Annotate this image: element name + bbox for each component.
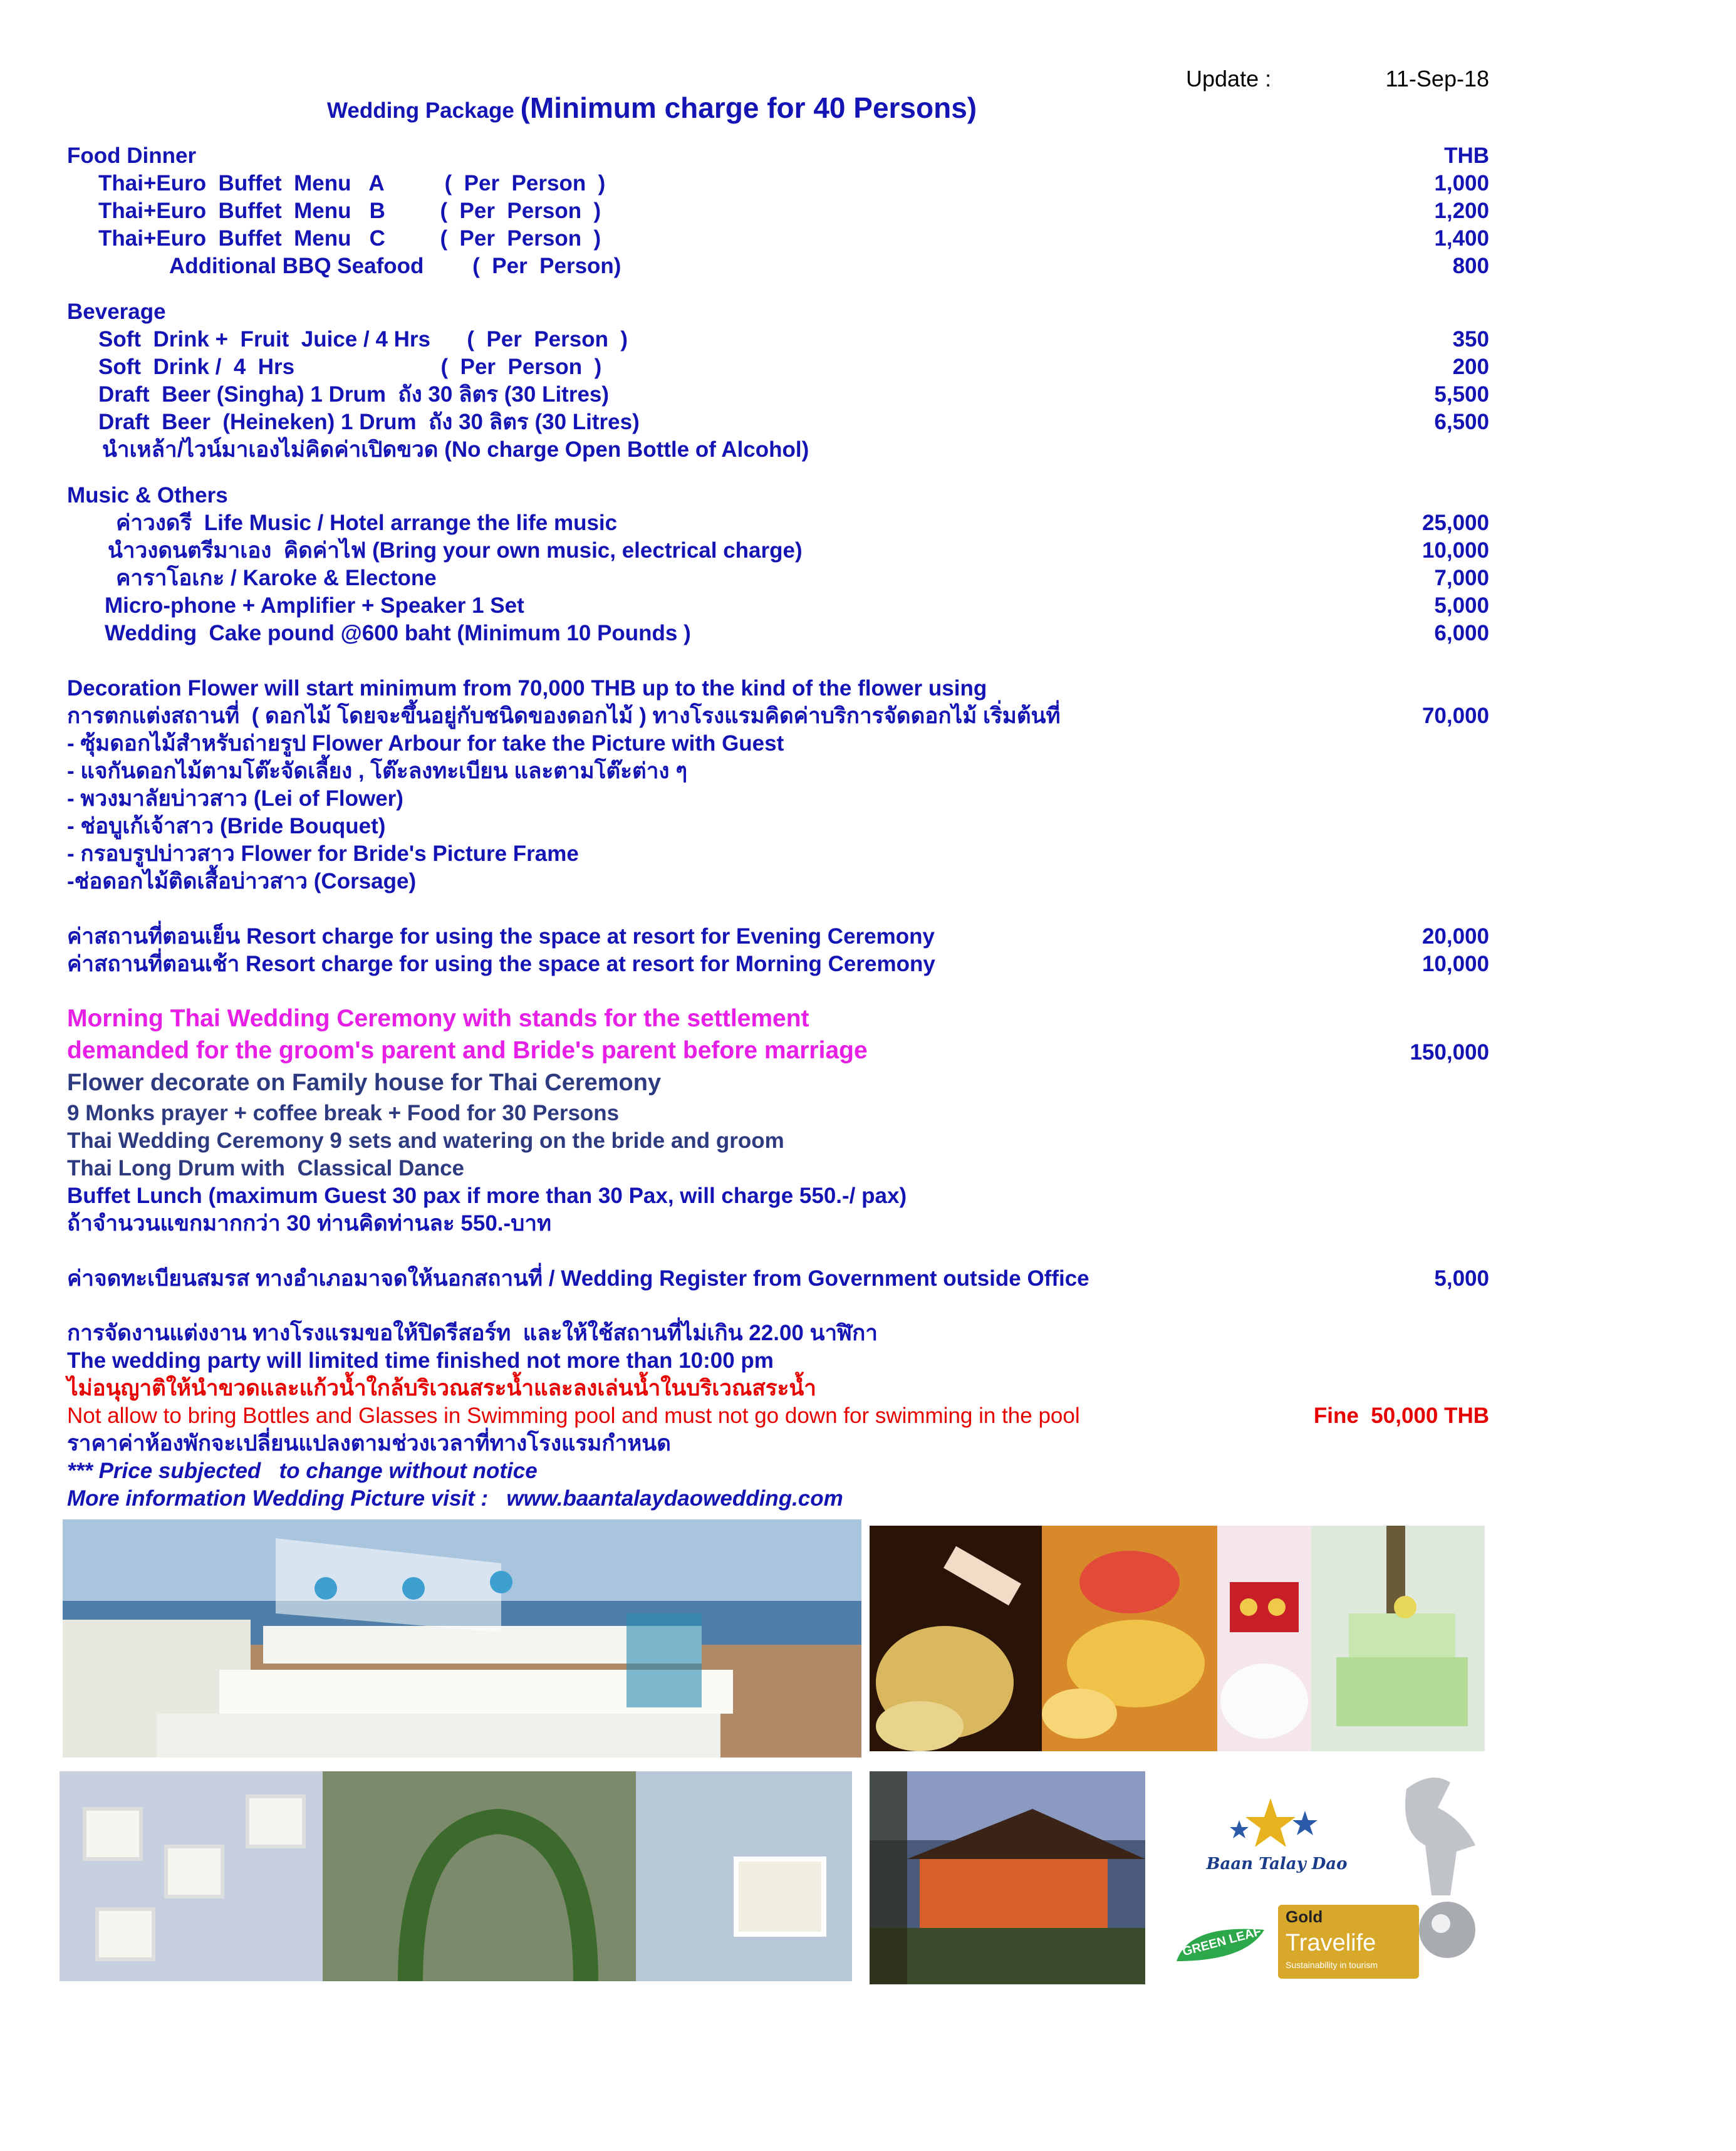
green-leaf-logo	[1170, 1917, 1271, 1967]
ceremony-detail: Thai Long Drum with Classical Dance	[67, 1156, 465, 1180]
music-item-label: คาราโอเกะ / Karoke & Electone	[116, 566, 437, 590]
beverage-item-price: 5,500	[1434, 382, 1489, 407]
beverage-item-label: Draft Beer (Singha) 1 Drum ถัง 30 ลิตร (30 Litres)	[98, 382, 610, 407]
decoration-item: - ช่อบูเก้เจ้าสาว (Bride Bouquet)	[67, 814, 386, 838]
register-label: ค่าจดทะเบียนสมรส ทางอำเภอมาจดให้นอกสถานที่ / Wedding Register from Government outside Office	[67, 1266, 1089, 1291]
food-item-label: Thai+Euro Buffet Menu C ( Per Person )	[98, 226, 601, 251]
ceremony-title-line1: Morning Thai Wedding Ceremony with stands for the settlement	[67, 1005, 809, 1032]
music-item-price: 7,000	[1434, 566, 1489, 590]
food-item-label: Additional BBQ Seafood ( Per Person)	[169, 254, 621, 278]
update-label: Update :	[1186, 66, 1272, 91]
ceremony-detail: Thai Wedding Ceremony 9 sets and watering on the bride and groom	[67, 1128, 784, 1153]
music-item-label: Wedding Cake pound @600 baht (Minimum 10 Pounds )	[105, 621, 691, 645]
ceremony-detail: 9 Monks prayer + coffee break + Food for 30 Persons	[67, 1101, 620, 1125]
more-info-link[interactable]: More information Wedding Picture visit : www.baantalaydaowedding.com	[67, 1486, 843, 1511]
beverage-item-label: Soft Drink + Fruit Juice / 4 Hrs ( Per Person )	[98, 327, 628, 352]
decoration-item: -ช่อดอกไม้ติดเสื้อบ่าวสาว (Corsage)	[67, 869, 417, 893]
decoration-price: 70,000	[1422, 704, 1489, 728]
ceremony-price: 150,000	[1410, 1040, 1489, 1065]
ceremony-detail: Buffet Lunch (maximum Guest 30 pax if more than 30 Pax, will charge 550.-/ pax)	[67, 1184, 907, 1208]
beverage-item-label: Soft Drink / 4 Hrs ( Per Person )	[98, 355, 602, 379]
decoration-item: - พวงมาลัยบ่าวสาว (Lei of Flower)	[67, 786, 403, 811]
music-heading: Music & Others	[67, 483, 228, 508]
music-item-price: 25,000	[1422, 511, 1489, 535]
decoration-intro: Decoration Flower will start minimum from 70,000 THB up to the kind of the flower using	[67, 676, 987, 701]
travelife-sub: Sustainability in tourism	[1286, 1960, 1378, 1970]
currency-label: THB	[1444, 143, 1489, 168]
brand-name: Baan Talay Dao	[1206, 1855, 1348, 1873]
photo-frames-display	[60, 1771, 852, 1981]
title-main: (Minimum charge for 40 Persons)	[520, 91, 977, 124]
baan-talay-dao-logo	[1170, 1792, 1383, 1892]
trophy-award-icon	[1381, 1770, 1488, 1964]
food-item-label: Thai+Euro Buffet Menu A ( Per Person )	[98, 171, 606, 195]
decoration-item: - แจกันดอกไม้ตามโต๊ะจัดเลี้ยง , โต๊ะลงทะเบียน และตามโต๊ะต่าง ๆ	[67, 759, 688, 783]
venue-evening-label: ค่าสถานที่ตอนเย็น Resort charge for using the space at resort for Evening Ceremony	[67, 924, 935, 949]
ceremony-detail: Flower decorate on Family house for Thai Ceremony	[67, 1070, 662, 1096]
gold-bowl-photo	[1042, 1526, 1217, 1751]
venue-morning-label: ค่าสถานที่ตอนเช้า Resort charge for using the space at resort for Morning Ceremony	[67, 952, 935, 976]
food-item-label: Thai+Euro Buffet Menu B ( Per Person )	[98, 199, 601, 223]
music-item-price: 6,000	[1434, 621, 1489, 645]
note-pool-eng: Not allow to bring Bottles and Glasses in Swimming pool and must not go down for swimming in the pool	[67, 1404, 1080, 1428]
ceremony-title-line2: demanded for the groom's parent and Bride's parent before marriage	[67, 1037, 868, 1064]
decoration-item: - ซุ้มดอกไม้สำหรับถ่ายรูป Flower Arbour for take the Picture with Guest	[67, 731, 784, 756]
food-item-price: 1,000	[1434, 171, 1489, 195]
ceremony-detail: ถ้าจำนวนแขกมากกว่า 30 ท่านคิดท่านละ 550.-บาท	[67, 1211, 552, 1236]
note-time-thai: การจัดงานแต่งงาน ทางโรงแรมขอให้ปิดรีสอร์ท และให้ใช้สถานที่ไม่เกิน 22.00 นาฬิกา	[67, 1321, 878, 1345]
music-item-label: Micro-phone + Amplifier + Speaker 1 Set	[105, 593, 524, 618]
beverage-heading: Beverage	[67, 299, 166, 324]
beverage-item-label: นำเหล้า/ไวน์มาเองไม่คิดค่าเปิดขวด (No charge Open Bottle of Alcohol)	[102, 437, 809, 462]
price-notice: *** Price subjected to change without notice	[67, 1459, 538, 1483]
champagne-photo	[870, 1526, 1042, 1751]
music-item-price: 10,000	[1422, 538, 1489, 563]
music-item-label: นำวงดนตรีมาเอง คิดค่าไฟ (Bring your own music, electrical charge)	[108, 538, 803, 563]
food-item-price: 800	[1452, 254, 1489, 278]
music-item-label: ค่าวงดรี Life Music / Hotel arrange the life music	[116, 511, 618, 535]
beverage-item-price: 6,500	[1434, 410, 1489, 434]
register-price: 5,000	[1434, 1266, 1489, 1291]
beverage-item-price: 200	[1452, 355, 1489, 379]
cake-photo	[1311, 1526, 1485, 1751]
food-heading: Food Dinner	[67, 143, 197, 168]
music-item-price: 5,000	[1434, 593, 1489, 618]
star-icon	[1170, 1792, 1383, 1892]
beverage-item-price: 350	[1452, 327, 1489, 352]
resort-building-photo	[870, 1771, 1145, 1984]
venue-evening-price: 20,000	[1422, 924, 1489, 949]
page-title	[327, 91, 977, 125]
fine-amount: Fine 50,000 THB	[1313, 1404, 1489, 1428]
note-pool-thai: ไม่อนุญาติให้นำขวดและแก้วน้ำใกล้บริเวณสระน้ำและลงเล่นน้ำในบริเวณสระน้ำ	[67, 1376, 816, 1400]
rings-photo	[1217, 1526, 1311, 1751]
decoration-thai: การตกแต่งสถานที่ ( ดอกไม้ โดยจะขึ้นอยู่กับชนิดของดอกไม้ ) ทางโรงแรมคิดค่าบริการจัดดอกไม้ เริ่มต้นที่	[67, 704, 1061, 728]
venue-morning-price: 10,000	[1422, 952, 1489, 976]
title-prefix: Wedding Package	[327, 98, 521, 123]
beach-dining-photo	[63, 1519, 861, 1758]
note-time-eng: The wedding party will limited time finished not more than 10:00 pm	[67, 1348, 774, 1373]
gold-label: Gold	[1286, 1907, 1323, 1926]
food-item-price: 1,400	[1434, 226, 1489, 251]
note-room-thai: ราคาค่าห้องพักจะเปลี่ยนแปลงตามช่วงเวลาที่ทางโรงแรมกำหนด	[67, 1431, 671, 1456]
green-leaf-text: GREEN LEAF	[1181, 1924, 1263, 1959]
update-date: 11-Sep-18	[1385, 66, 1489, 91]
food-item-price: 1,200	[1434, 199, 1489, 223]
decoration-item: - กรอบรูปบ่าวสาว Flower for Bride's Picture Frame	[67, 841, 579, 866]
travelife-label: Travelife	[1286, 1930, 1376, 1956]
beverage-item-label: Draft Beer (Heineken) 1 Drum ถัง 30 ลิตร (30 Litres)	[98, 410, 640, 434]
